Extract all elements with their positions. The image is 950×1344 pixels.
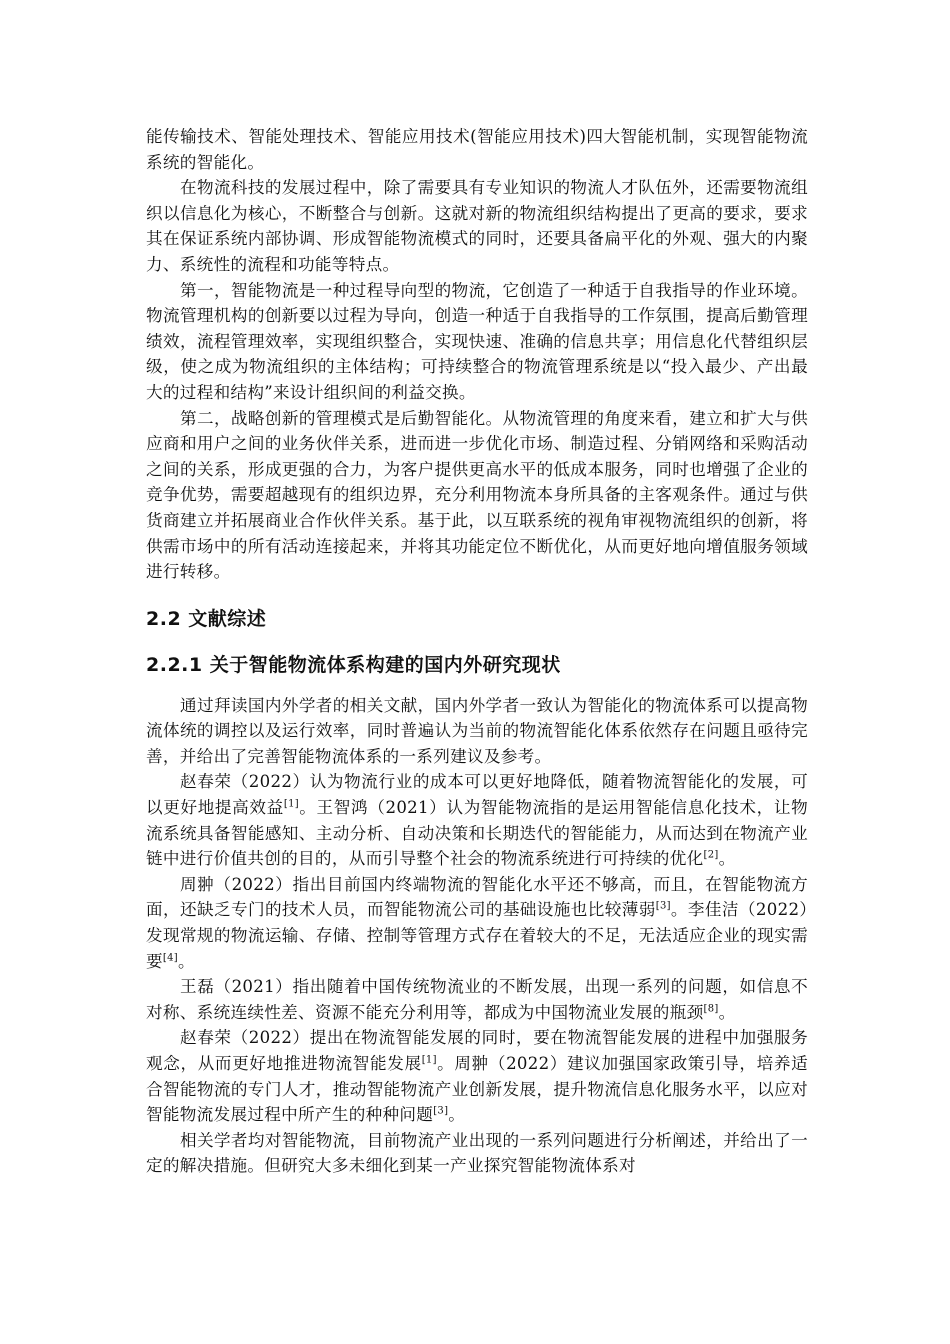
paragraph-summary: 相关学者均对智能物流，目前物流产业出现的一系列问题进行分析阐述，并给出了一定的解决措施。但研究大多未细化到某一产业探究智能物流体系对 <box>146 1130 808 1176</box>
document-page <box>146 124 808 1179</box>
paragraph-second-point: 第二，战略创新的管理模式是后勤智能化。从物流管理的角度来看，建立和扩大与供应商和用户之间的业务伙伴关系，进而进一步优化市场、制造过程、分销网络和采购活动之间的关系，形成更强的合力，为客户提供更高水平的低成本服务，同时也增强了企业的竞争优势，需要超越现有的组织边界，充分利用物流本身所具备的主客观条件。通过与供货商建立并拓展商业合作伙伴关系。基于此，以互联系统的视角审视物流组织的创新，将供需市场中的所有活动连接起来，并将其功能定位不断优化，从而更好地向增值服务领域进行转移。 <box>146 408 808 582</box>
paragraph-continuation: 能传输技术、智能处理技术、智能应用技术(智能应用技术)四大智能机制，实现智能物流系统的智能化。 <box>146 127 808 172</box>
paragraph-logistics-development: 在物流科技的发展过程中，除了需要具有专业知识的物流人才队伍外，还需要物流组织以信息化为核心，不断整合与创新。这就对新的物流组织结构提出了更高的要求，要求其在保证系统内部协调、形成智能物流模式的同时，还要具备扁平化的外观、强大的内聚力、系统性的流程和功能等特点。 <box>146 178 808 274</box>
subsection-heading-research-status: 2.2.1 关于智能物流体系构建的国内外研究现状 <box>146 653 561 676</box>
paragraph-zhou-li <box>146 872 808 974</box>
paragraph-wang-lei <box>146 974 808 1025</box>
text-segment: 赵春荣（2022）认为物流行业的成本可以更好地降低，随着物流智能化的发展，可以更好地提高效益 <box>146 772 808 818</box>
text-segment: 。周翀（2022）建议加强国家政策引导，培养适合智能物流的专门人才，推动智能物流产业创新发展，提升物流信息化服务水平，以应对智能物流发展过程中所产生的种种问题 <box>146 1054 808 1125</box>
section-heading-literature-review: 2.2 文献综述 <box>146 607 267 630</box>
paragraph-first-point: 第一，智能物流是一种过程导向型的物流，它创造了一种适于自我指导的作业环境。物流管理机构的创新要以过程为导向，创造一种适于自我指导的工作氛围，提高后勤管理绩效，流程管理效率，实现组织整合，实现快速、准确的信息共享；用信息化代替组织层级，使之成为物流组织的主体结构；可持续整合的物流管理系统是以“投入最少、产出最大的过程和结构”来设计组织间的利益交换。 <box>146 280 808 402</box>
text-segment: 。王智鸿（2021）认为智能物流指的是运用智能信息化技术，让物流系统具备智能感知、主动分析、自动决策和长期迭代的智能能力，从而达到在物流产业链中进行价值共创的目的，从而引导整个社会的物流系统进行可持续的优化 <box>146 798 809 869</box>
citation-ref: [1] <box>421 1054 437 1066</box>
text-segment: 周翀（2022）指出目前国内终端物流的智能化水平还不够高，而且，在智能物流方面，还缺乏专门的技术人员，而智能物流公司的基础设施也比较薄弱 <box>146 874 808 920</box>
citation-ref: [8] <box>703 1003 719 1015</box>
citation-ref: [1] <box>283 798 299 810</box>
citation-ref: [4] <box>162 952 178 964</box>
text-segment: 王磊（2021）指出随着中国传统物流业的不断发展，出现一系列的问题，如信息不对称、系统连续性差、资源不能充分利用等，都成为中国物流业发展的瓶颈 <box>146 977 808 1022</box>
text-segment: 。 <box>448 1105 466 1125</box>
paragraph-zhao-wang <box>146 769 808 871</box>
text-segment: 。 <box>718 1002 736 1022</box>
citation-ref: [2] <box>703 849 719 861</box>
citation-ref: [3] <box>433 1105 449 1117</box>
text-segment: 。 <box>177 951 195 971</box>
paragraph-review-intro: 通过拜读国内外学者的相关文献，国内外学者一致认为智能化的物流体系可以提高物流体统的调控以及运行效率，同时普遍认为当前的物流智能化体系依然存在问题且亟待完善，并给出了完善智能物流体系的一系列建议及参考。 <box>146 695 808 766</box>
text-segment: 赵春荣（2022）提出在物流智能发展的同时，要在物流智能发展的进程中加强服务观念，从而更好地推进物流智能发展 <box>146 1028 808 1073</box>
text-segment: 。 <box>718 849 736 869</box>
text-segment: 。李佳洁（2022）发现常规的物流运输、存储、控制等管理方式存在着较大的不足，无法适应企业的现实需要 <box>146 900 809 971</box>
paragraph-zhao-zhou <box>146 1025 808 1127</box>
citation-ref: [3] <box>655 900 671 912</box>
